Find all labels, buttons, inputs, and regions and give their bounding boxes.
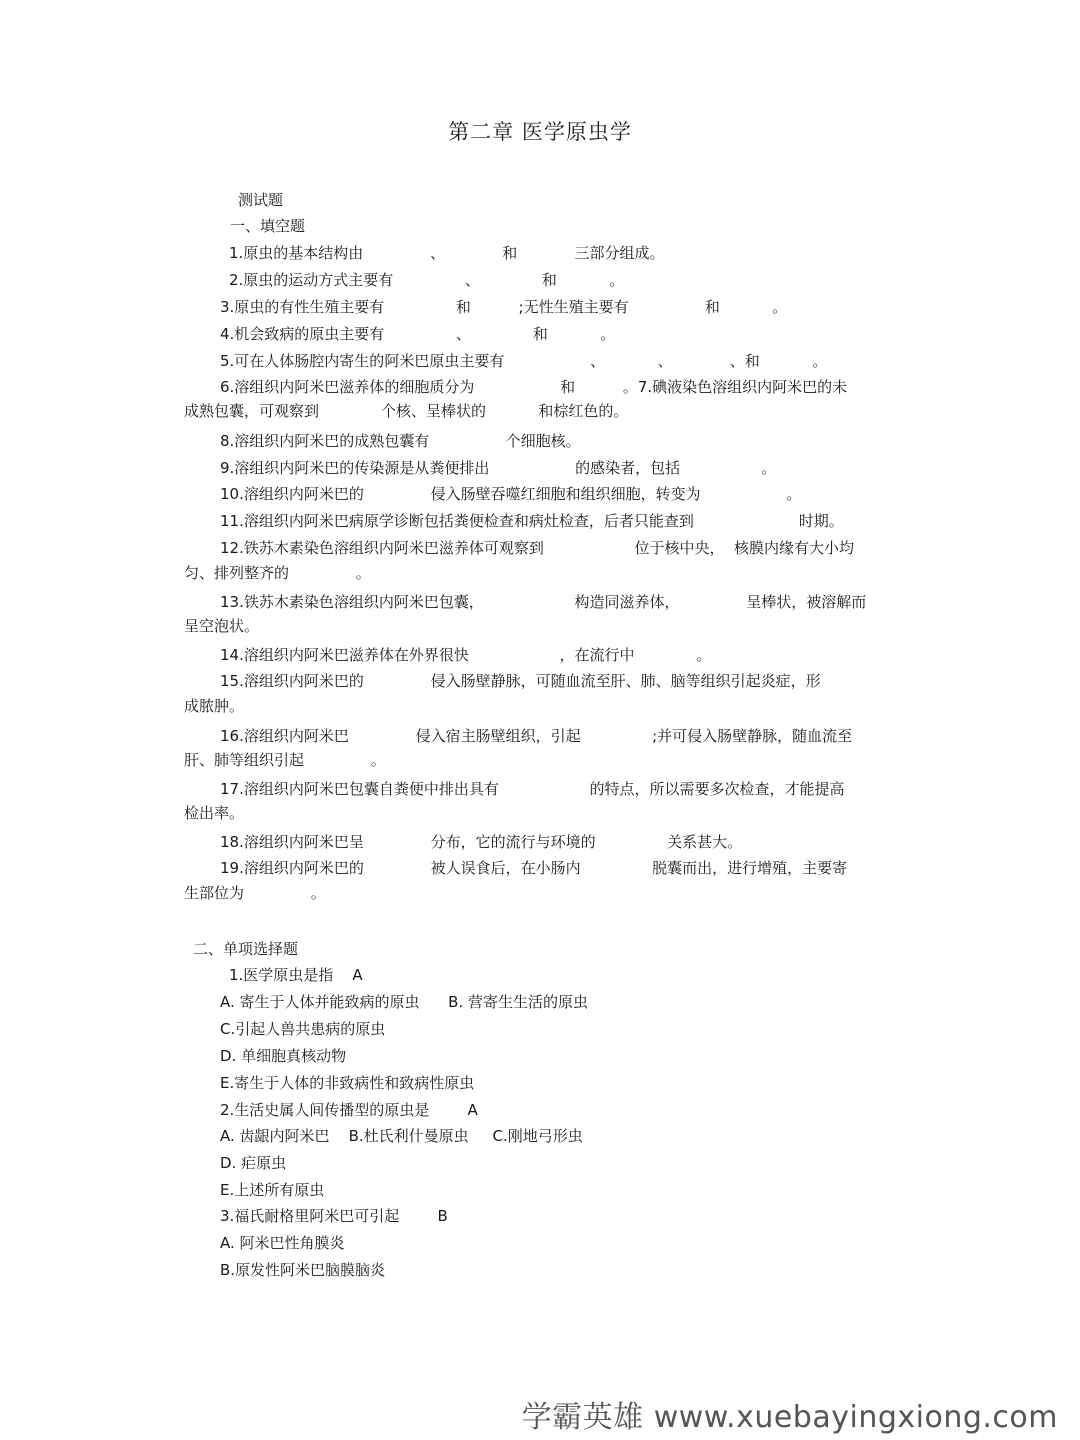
q1-19-cont: 生部位为 。 bbox=[184, 884, 326, 902]
q1-17-cont: 检出率。 bbox=[184, 804, 245, 822]
section-label: 测试题 bbox=[238, 191, 284, 209]
q1-7: 成熟包囊，可观察到 个核、呈棒状的 和棕红色的。 bbox=[184, 402, 629, 420]
q1-19: 19.溶组织内阿米巴的 被人误食后，在小肠内 脱囊而出，进行增殖，主要寄 bbox=[220, 859, 848, 877]
q1-16-cont: 肝、肺等组织引起 。 bbox=[184, 751, 386, 769]
q1-18: 18.溶组织内阿米巴呈 分布，它的流行与环境的 关系甚大。 bbox=[220, 833, 743, 851]
q1-12-cont: 匀、排列整齐的 。 bbox=[184, 564, 371, 582]
q1-17: 17.溶组织内阿米巴包囊自粪便中排出具有 的特点，所以需要多次检查，才能提高 bbox=[220, 780, 845, 798]
section2-heading: 二、单项选择题 bbox=[193, 940, 299, 958]
q1-11: 11.溶组织内阿米巴病原学诊断包括粪便检查和病灶检查，后者只能查到 时期。 bbox=[220, 512, 844, 530]
q2-1: 1.医学原虫是指 A bbox=[229, 966, 363, 984]
q1-13: 13.铁苏木素染色溶组织内阿米巴包囊， 构造同滋养体， 呈棒状，被溶解而 bbox=[220, 593, 867, 611]
q2-1-option-d: D. 单细胞真核动物 bbox=[220, 1047, 347, 1065]
q2-1-options-ab: A. 寄生于人体并能致病的原虫 B. 营寄生生活的原虫 bbox=[220, 993, 588, 1011]
q2-2: 2.生活史属人间传播型的原虫是 A bbox=[220, 1101, 478, 1119]
watermark: 学霸英雄 www.xuebayingxiong.com bbox=[521, 1400, 1058, 1435]
q1-12: 12.铁苏木素染色溶组织内阿米巴滋养体可观察到 位于核中央， 核膜内缘有大小均 bbox=[220, 539, 854, 557]
q1-10: 10.溶组织内阿米巴的 侵入肠壁吞噬红细胞和组织细胞，转变为 。 bbox=[220, 485, 802, 503]
q1-4: 4.机会致病的原虫主要有 、 和 。 bbox=[220, 325, 616, 343]
q2-2-options-abc: A. 齿龈内阿米巴 B.杜氏利什曼原虫 C.刚地弓形虫 bbox=[220, 1127, 583, 1145]
q2-3: 3.福氏耐格里阿米巴可引起 B bbox=[220, 1207, 448, 1225]
q1-14: 14.溶组织内阿米巴滋养体在外界很快 ，在流行中 。 bbox=[220, 646, 712, 664]
q1-13-cont: 呈空泡状。 bbox=[184, 617, 260, 635]
q1-9: 9.溶组织内阿米巴的传染源是从粪便排出 的感染者，包括 。 bbox=[220, 459, 777, 477]
page-title: 第二章 医学原虫学 bbox=[448, 120, 632, 144]
q2-2-option-e: E.上述所有原虫 bbox=[220, 1181, 325, 1199]
q1-15-cont: 成脓肿。 bbox=[184, 697, 245, 715]
q2-2-option-d: D. 疟原虫 bbox=[220, 1154, 287, 1172]
q1-5: 5.可在人体肠腔内寄生的阿米巴原虫主要有 、 、 、和 。 bbox=[220, 352, 828, 370]
q1-16: 16.溶组织内阿米巴 侵入宿主肠壁组织，引起 ;并可侵入肠壁静脉，随血流至 bbox=[220, 727, 853, 745]
q1-1: 1.原虫的基本结构由 、 和 三部分组成。 bbox=[229, 244, 665, 262]
q2-3-option-a: A. 阿米巴性角膜炎 bbox=[220, 1234, 345, 1252]
section1-heading: 一、填空题 bbox=[230, 217, 306, 235]
q2-3-option-b: B.原发性阿米巴脑膜脑炎 bbox=[220, 1261, 386, 1279]
q1-8: 8.溶组织内阿米巴的成熟包囊有 个细胞核。 bbox=[220, 432, 581, 450]
q1-3: 3.原虫的有性生殖主要有 和 ;无性生殖主要有 和 。 bbox=[220, 298, 788, 316]
q2-1-option-e: E.寄生于人体的非致病性和致病性原虫 bbox=[220, 1074, 475, 1092]
q1-6: 6.溶组织内阿米巴滋养体的细胞质分为 和 。7.碘液染色溶组织内阿米巴的未 bbox=[220, 378, 848, 396]
q2-1-option-c: C.引起人兽共患病的原虫 bbox=[220, 1020, 386, 1038]
q1-2: 2.原虫的运动方式主要有 、 和 。 bbox=[229, 271, 625, 289]
q1-15: 15.溶组织内阿米巴的 侵入肠壁静脉，可随血流至肝、肺、脑等组织引起炎症，形 bbox=[220, 672, 821, 690]
